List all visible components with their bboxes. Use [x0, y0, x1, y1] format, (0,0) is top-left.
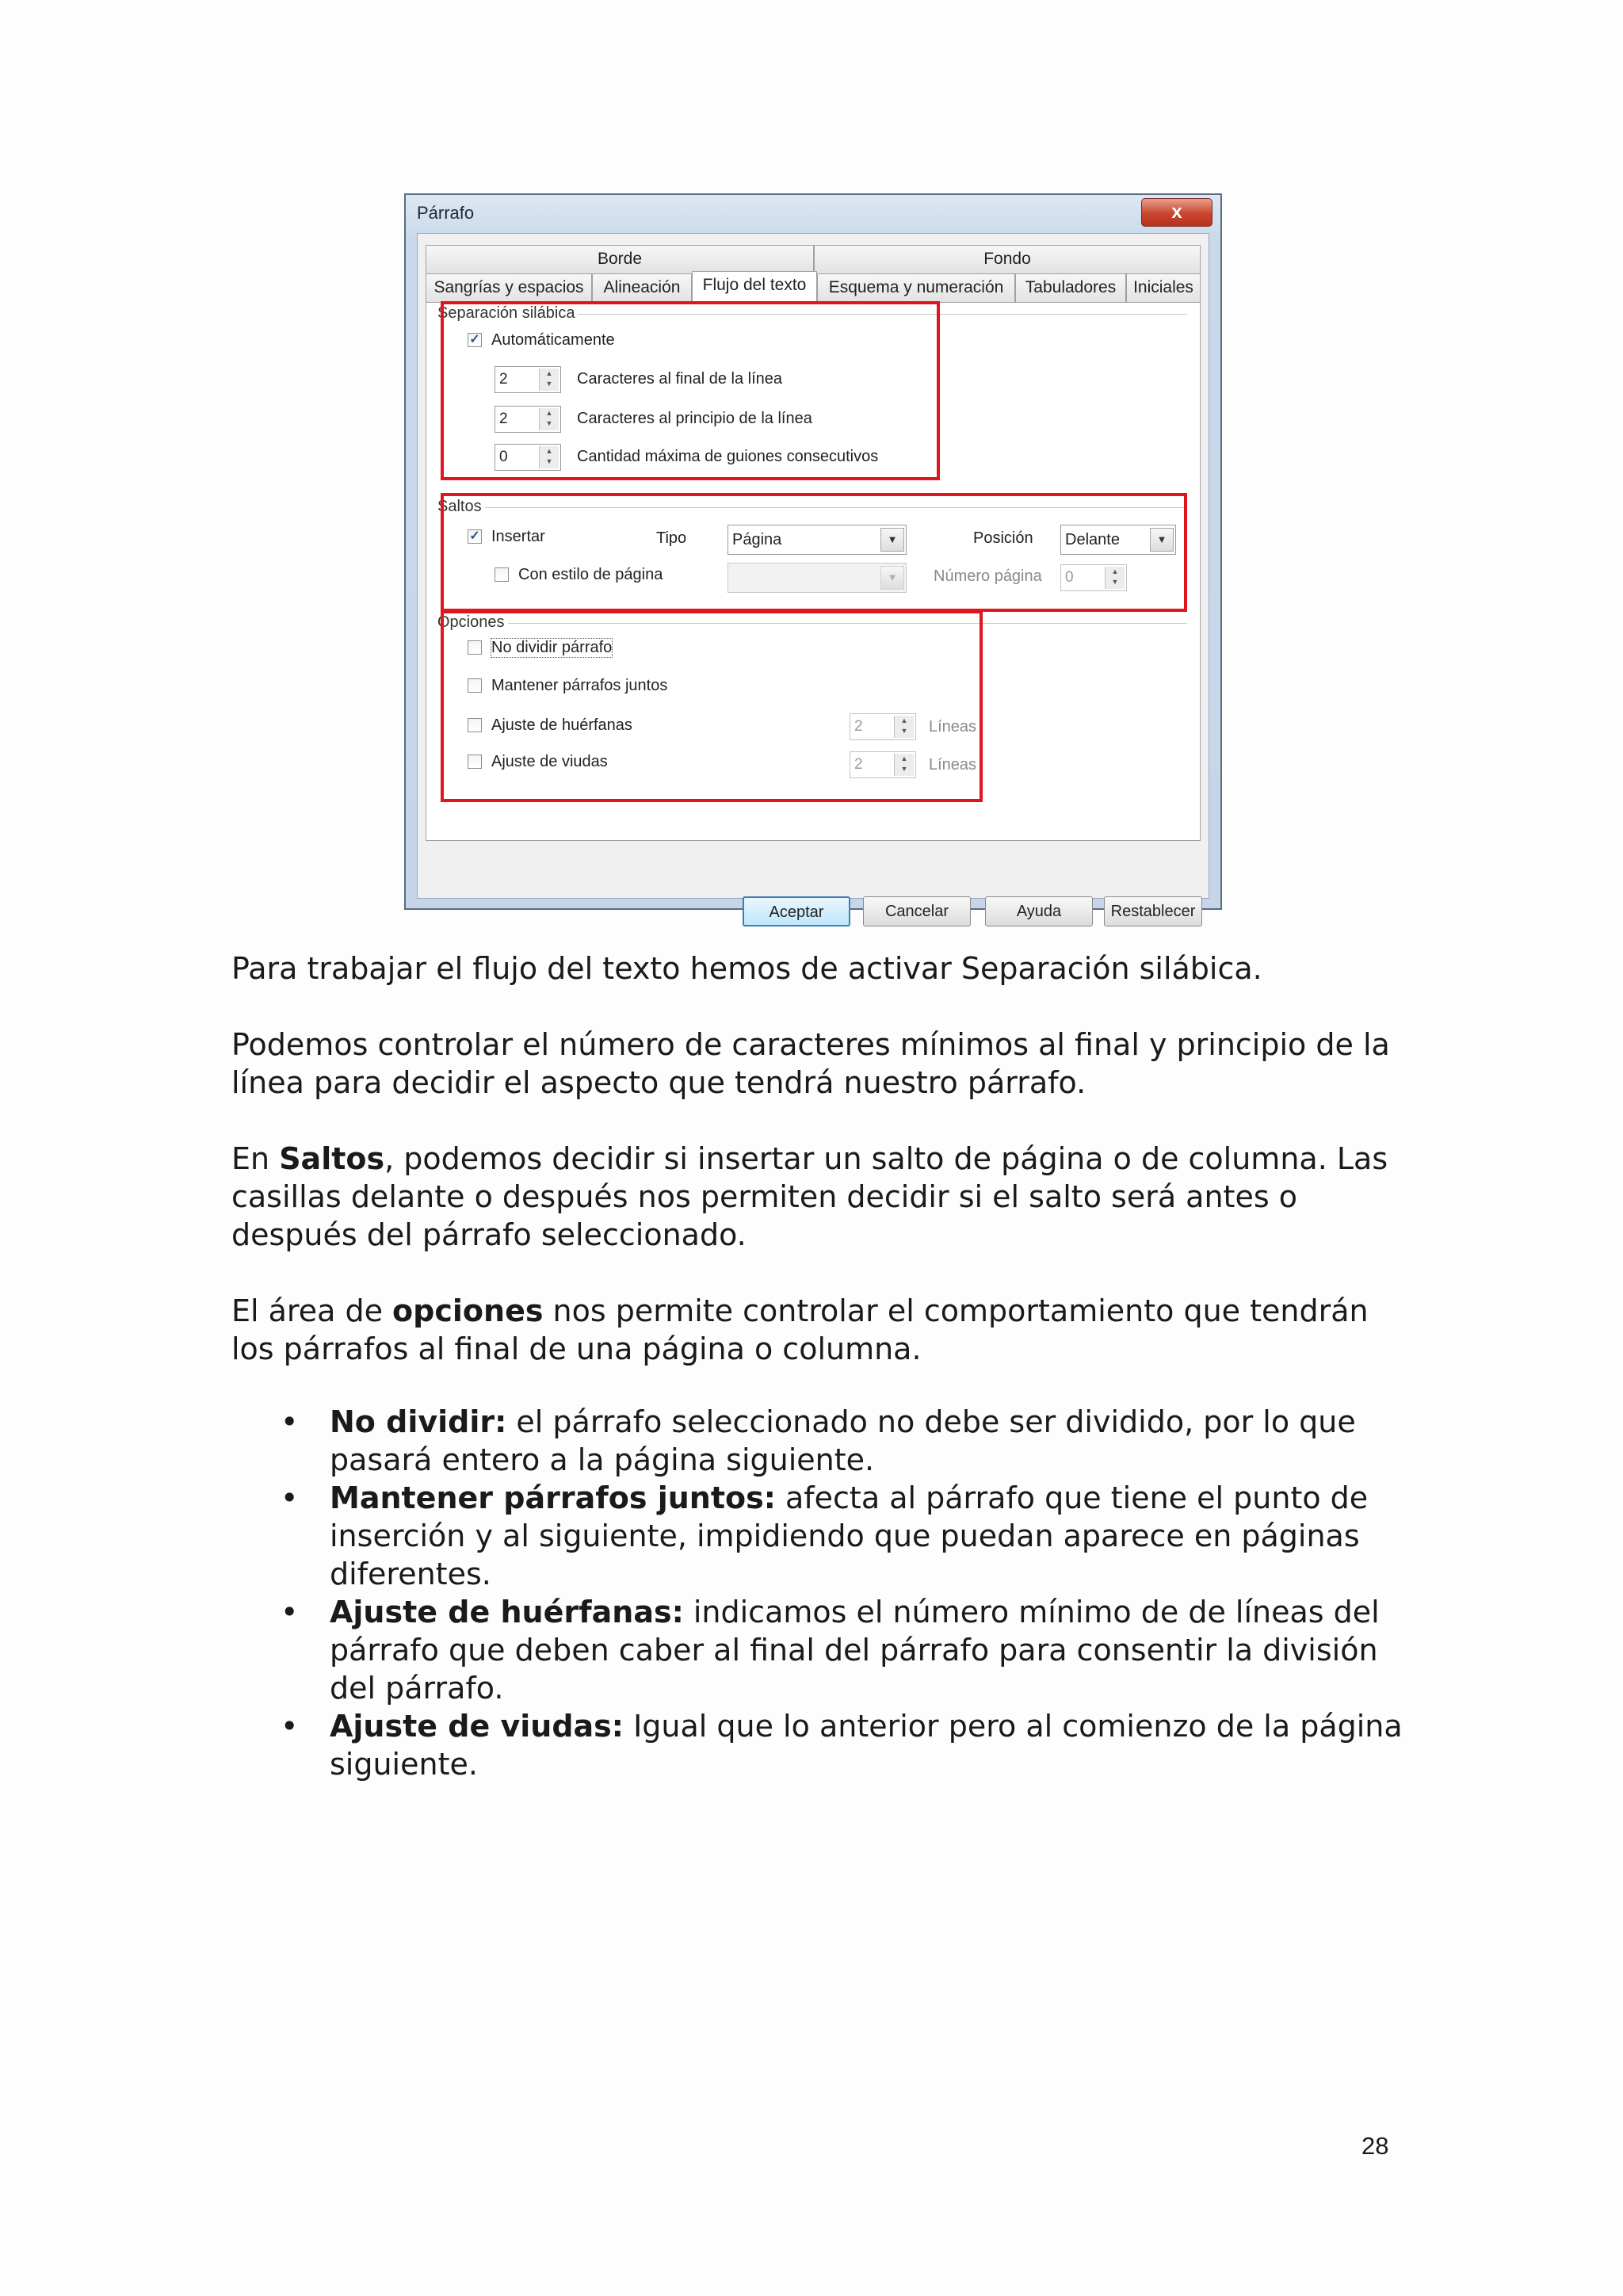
list-item-term: No dividir:	[330, 1404, 507, 1439]
insert-break-label: Insertar	[491, 528, 545, 545]
break-type-value: Página	[732, 531, 782, 548]
spin-arrows-icon[interactable]: ▲ ▼	[539, 369, 559, 391]
tab-text-flow[interactable]: Flujo del texto	[692, 271, 817, 301]
spinner-value: 2	[499, 411, 508, 427]
auto-hyphenation-label: Automáticamente	[491, 331, 615, 349]
orphan-label: Ajuste de huérfanas	[491, 716, 632, 734]
tab-borde[interactable]: Borde	[426, 245, 814, 273]
spin-arrows-icon[interactable]: ▲ ▼	[894, 716, 914, 738]
paragraph-3-bold: Saltos	[279, 1141, 385, 1176]
tab-fondo[interactable]: Fondo	[814, 245, 1201, 273]
page-number: 28	[1361, 2132, 1389, 2160]
bullet-icon: •	[281, 1404, 299, 1439]
dialog-body	[417, 233, 1209, 921]
spinner-value: 0	[1065, 569, 1074, 586]
list-item-term: Ajuste de huérfanas:	[330, 1595, 684, 1629]
page-style-label: Con estilo de página	[518, 566, 663, 583]
break-type-label: Tipo	[656, 529, 687, 547]
list-item-desc: el párrafo seleccionado no debe ser dividido, por lo que pasará entero a la página siguiente.	[330, 1404, 1356, 1477]
list-item-desc: indicamos el número mínimo de de líneas del párrafo que deben caber al final del párrafo para consentir la división del párrafo.	[330, 1595, 1380, 1706]
chars-end-line-label: Caracteres al final de la línea	[577, 370, 783, 388]
paragraph-2: Podemos controlar el número de caracteres mínimos al final y principio de la línea para decidir el aspecto que tendrá nuestro párrafo.	[231, 1027, 1390, 1100]
bullet-icon: •	[281, 1480, 299, 1515]
help-button[interactable]: Ayuda	[985, 896, 1093, 926]
hyphenation-title: Separación silábica	[437, 304, 578, 323]
dialog-title: Párrafo	[417, 203, 475, 223]
page-number-label: Número página	[934, 567, 1042, 585]
spinner-value: 2	[499, 371, 508, 388]
auto-hyphenation-checkbox[interactable]: ✓	[468, 333, 482, 347]
spin-arrows-icon[interactable]: ▲ ▼	[1105, 567, 1125, 589]
spinner-value: 0	[499, 449, 508, 465]
chevron-down-icon[interactable]: ▼	[1150, 528, 1174, 552]
no-split-label: No dividir párrafo	[491, 639, 613, 656]
spin-arrows-icon[interactable]: ▲ ▼	[539, 446, 559, 468]
paragraph-4-text: El área de	[231, 1293, 393, 1328]
options-title: Opciones	[437, 613, 508, 632]
paragraph-4-bold: opciones	[392, 1293, 544, 1328]
paragraph-dialog-screenshot	[404, 193, 1222, 921]
list-item	[231, 1403, 1412, 1479]
spin-arrows-icon[interactable]: ▲ ▼	[894, 754, 914, 776]
highlight-hyphenation	[441, 301, 940, 480]
chars-start-line-label: Caracteres al principio de la línea	[577, 410, 812, 427]
tab-drop-caps[interactable]: Iniciales	[1126, 273, 1201, 302]
spin-arrows-icon[interactable]: ▲ ▼	[539, 408, 559, 430]
max-hyphens-label: Cantidad máxima de guiones consecutivos	[577, 448, 879, 465]
tab-tabs[interactable]: Tabuladores	[1015, 273, 1126, 302]
close-icon[interactable]: x	[1141, 198, 1212, 227]
list-item-desc: Igual que lo anterior pero al comienzo de la página siguiente.	[330, 1709, 1403, 1782]
widow-lines-label: Líneas	[929, 756, 977, 774]
list-item	[231, 1707, 1412, 1783]
tab-row-main	[426, 273, 1201, 302]
paragraph-3-text: , podemos decidir si insertar un salto de página o de columna. Las casillas delante o después nos permiten decidir si el salto será antes o después del párrafo seleccionado.	[231, 1141, 1388, 1252]
breaks-title: Saltos	[437, 498, 485, 516]
orphan-lines-label: Líneas	[929, 718, 977, 735]
paragraph-4-text: nos permite controlar el comportamiento que tendrán los párrafos al final de una página o columna.	[231, 1293, 1369, 1366]
highlight-breaks	[441, 493, 1187, 612]
tab-outline-numbering[interactable]: Esquema y numeración	[817, 273, 1015, 302]
bullet-icon: •	[281, 1595, 299, 1629]
keep-together-label: Mantener párrafos juntos	[491, 677, 668, 694]
paragraph-3	[231, 1140, 1412, 1254]
chevron-down-icon[interactable]: ▼	[880, 566, 904, 590]
paragraph-1: Para trabajar el flujo del texto hemos de activar Separación silábica.	[231, 951, 1262, 986]
insert-break-checkbox[interactable]: ✓	[468, 529, 482, 544]
list-item	[231, 1593, 1412, 1707]
highlight-options	[441, 610, 983, 802]
paragraph-4	[231, 1292, 1412, 1368]
text-flow-page	[426, 302, 1201, 841]
options-bullet-list	[231, 1403, 1412, 1783]
reset-button[interactable]: Restablecer	[1104, 896, 1202, 926]
cancel-button[interactable]: Cancelar	[863, 896, 971, 926]
chevron-down-icon[interactable]: ▼	[880, 528, 904, 552]
position-label: Posición	[973, 529, 1033, 547]
spinner-value: 2	[854, 756, 863, 773]
list-item-term: Ajuste de viudas:	[330, 1709, 624, 1744]
list-item-desc: afecta al párrafo que tiene el punto de inserción y al siguiente, impidiendo que puedan aparece en páginas diferentes.	[330, 1480, 1369, 1591]
list-item-term: Mantener párrafos juntos:	[330, 1480, 776, 1515]
tab-indents-spacing[interactable]: Sangrías y espacios	[426, 273, 592, 302]
widow-label: Ajuste de viudas	[491, 753, 608, 770]
spinner-value: 2	[854, 718, 863, 735]
paragraph-3-text: En	[231, 1141, 280, 1176]
bullet-icon: •	[281, 1709, 299, 1744]
position-value: Delante	[1065, 531, 1120, 548]
tab-alignment[interactable]: Alineación	[592, 273, 692, 302]
accept-button[interactable]: Aceptar	[743, 896, 850, 926]
list-item	[231, 1479, 1412, 1593]
tab-row-top	[426, 245, 1201, 273]
